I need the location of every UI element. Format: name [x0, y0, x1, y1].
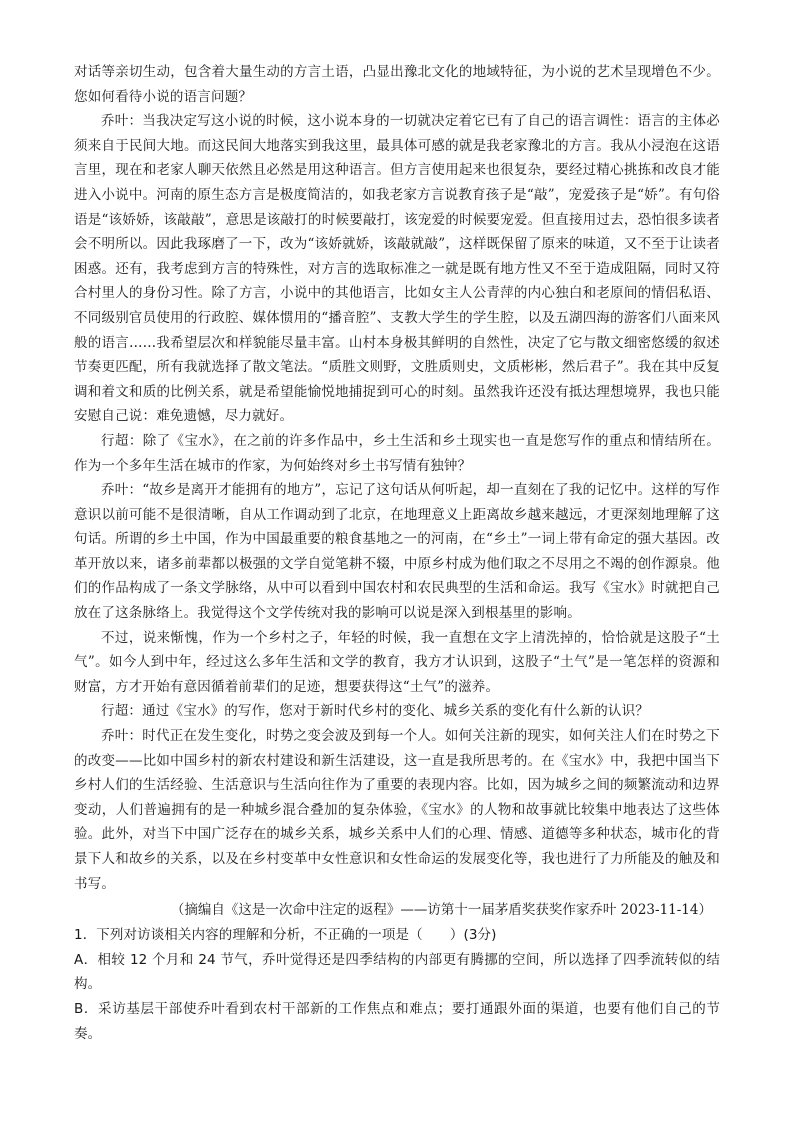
source-citation: （摘编自《这是一次命中注定的返程》——访第十一届茅盾奖获奖作家乔叶 2023-11-14） [170, 902, 712, 919]
body-paragraph: 乔叶：当我决定写这小说的时候，这小说本身的一切就决定着它已有了自己的语言调性：语言的主体必须来自于民间大地。而这民间大地落实到我这里，最具体可感的就是我老家豫北的方言。我从小浸泡在这语言里，现在和老家人聊天依然且必然是用这种语言。但方言使用起来也很复杂，要经过精心挑拣和改良才能进入小说中。河南的原生态方言是极度简洁的，如我老家方言说教育孩子是“敲”，宠爱孩子是“娇”。有句俗语是“该娇娇，该敲敲”，意思是该敲打的时候要敲打，该宠爱的时候要宠爱。但直接用过去，恐怕很多读者会不明所以。因此我琢磨了一下，改为“该娇就娇，该敲就敲”，这样既保留了原来的味道，又不至于让读者困惑。还有，我考虑到方言的特殊性，对方言的选取标准之一就是既有地方性又不至于造成阻隔，同时又符合村里人的身份习性。除了方言，小说中的其他语言，比如女主人公青萍的内心独白和老原间的情侣私语、不同级别官员使用的行政腔、媒体惯用的“播音腔”、支教大学生的学生腔，以及五湖四海的游客们八面来风般的语言……我希望层次和样貌能尽量丰富。山村本身极其鲜明的自然性，决定了它与散文细密悠缓的叙述节奏更匹配，所有我就选择了散文笔法。“质胜文则野，文胜质则史，文质彬彬，然后君子”。我在其中反复调和着文和质的比例关系，就是希望能愉悦地捕捉到可心的时刻。虽然我许还没有抵达理想境界，我也只能安慰自己说：难免遗憾，尽力就好。 [74, 113, 720, 425]
body-paragraph: 不过，说来惭愧，作为一个乡村之子，年轻的时候，我一直想在文字上清洗掉的，恰恰就是这股子“土气”。如今人到中年，经过这么多年生活和文学的教育，我方才认识到，这股子“土气”是一笔怎样的资源和财富，方才开始有意因循着前辈们的足迹，想要获得这“土气”的滋养。 [74, 629, 720, 695]
body-paragraph: 对话等亲切生动，包含着大量生动的方言土语，凸显出豫北文化的地域特征，为小说的艺术呈现增色不少。您如何看待小说的语言问题？ [74, 64, 720, 105]
body-paragraph: 乔叶：时代正在发生变化，时势之变会波及到每一个人。如何关注新的现实，如何关注人们在时势之下的改变——比如中国乡村的新农村建设和新生活建设，这一直是我所思考的。在《宝水》中，我把中国当下乡村人们的生活经验、生活意识与生活向往作为了重要的表现内容。比如，因为城乡之间的频繁流动和边界变动，人们普遍拥有的是一种城乡混合叠加的复杂体验，《宝水》的人物和故事就比较集中地表达了这些体验。此外，对当下中国广泛存在的城乡关系，城乡关系中人们的心理、情感、道德等多种状态，城市化的背景下人和故乡的关系，以及在乡村变革中女性意识和女性命运的发展变化等，我也进行了力所能及的触及和书写。 [74, 728, 720, 892]
question-stem: 1．下列对访谈相关内容的理解和分析，不正确的一项是（ ）(3分) [74, 926, 497, 943]
question-option-b: B．采访基层干部使乔叶看到农村干部新的工作焦点和难点；要打通跟外面的渠道，也要有他们自己的节奏。 [74, 1001, 720, 1042]
body-paragraph: 乔叶：“故乡是离开才能拥有的地方”，忘记了这句话从何听起，却一直刻在了我的记忆中。这样的写作意识以前可能不是很清晰，自从工作调动到了北京，在地理意义上距离故乡越来越远，才更深刻地理解了这句话。所谓的乡土中国，作为中国最重要的粮食基地之一的河南，在“乡土”一词上带有命定的强大基因。改革开放以来，诸多前辈都以极强的文学自觉笔耕不辍，中原乡村成为他们取之不尽用之不竭的创作源泉。他们的作品构成了一条文学脉络，从中可以看到中国农村和农民典型的生活和命运。我写《宝水》时就把自己放在了这条脉络上。我觉得这个文学传统对我的影响可以说是深入到根基里的影响。 [74, 482, 720, 622]
body-paragraph: 行超：通过《宝水》的写作，您对于新时代乡村的变化、城乡关系的变化有什么新的认识？ [101, 703, 649, 720]
body-paragraph: 行超：除了《宝水》，在之前的许多作品中，乡土生活和乡土现实也一直是您写作的重点和情结所在。作为一个多年生活在城市的作家，为何始终对乡土书写情有独钟？ [74, 432, 720, 474]
question-option-a: A．相较 12 个月和 24 节气，乔叶觉得还是四季结构的内部更有腾挪的空间，所以选择了四季流转似的结构。 [74, 951, 720, 993]
